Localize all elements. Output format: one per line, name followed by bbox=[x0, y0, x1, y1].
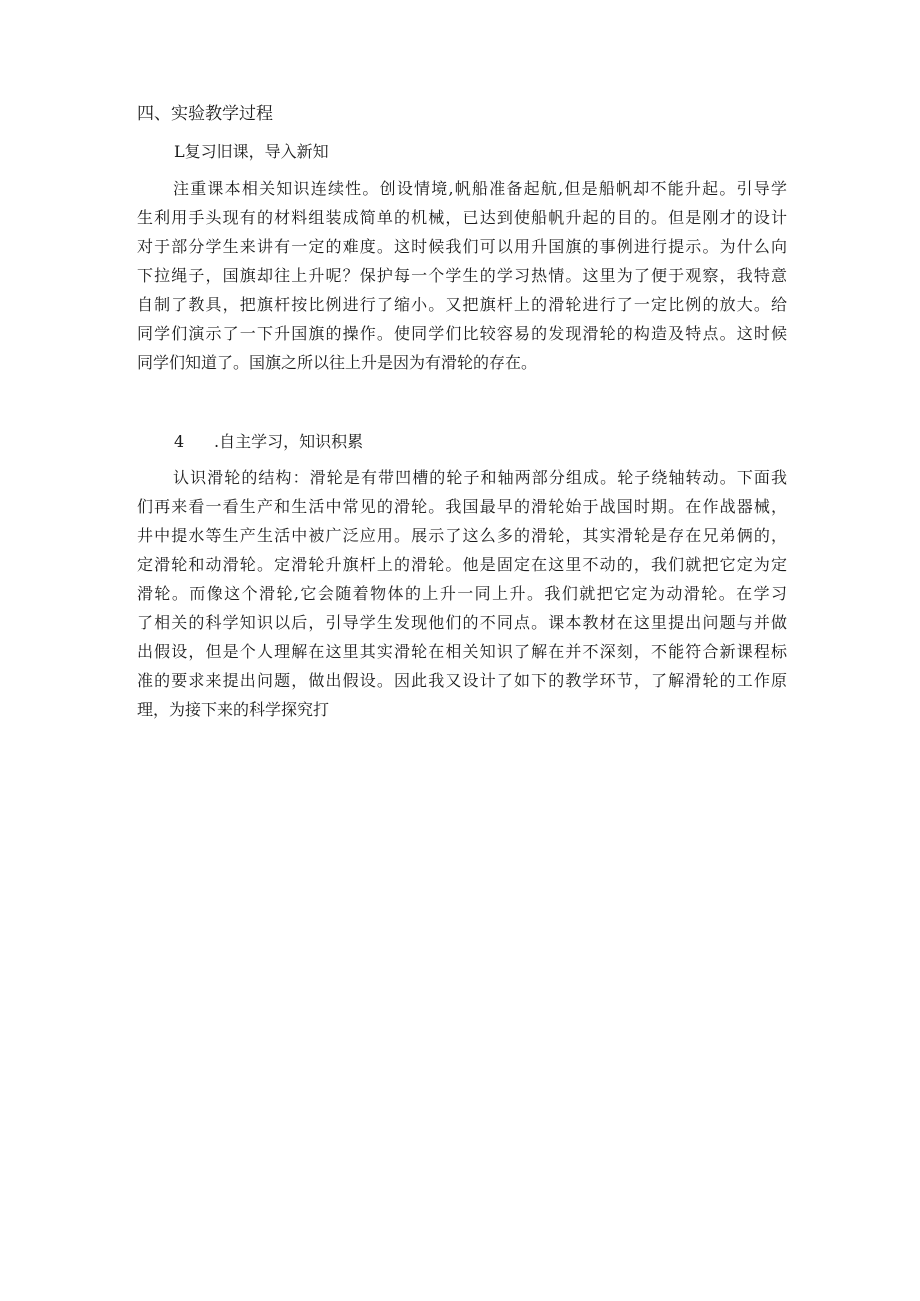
paragraph-line: 认识滑轮的结构：滑轮是有带凹槽的轮子和轴两部分组成。轮子绕轴转动。下面我 bbox=[173, 468, 787, 487]
paragraph-line: 同学们演示了一下升国旗的操作。使同学们比较容易的发现滑轮的构造及特点。这时候 bbox=[137, 324, 787, 343]
paragraph-line: 们再来看一看生产和生活中常见的滑轮。我国最早的滑轮始于战国时期。在作战器械， bbox=[137, 497, 787, 516]
paragraph-line: 了相关的科学知识以后，引导学生发现他们的不同点。课本教材在这里提出问题与并做 bbox=[137, 613, 787, 632]
paragraph-line: 滑轮。而像这个滑轮,它会随着物体的上升一同上升。我们就把它定为动滑轮。在学习 bbox=[137, 584, 787, 603]
subsection-title-self-study bbox=[174, 429, 363, 455]
paragraph-line: 同学们知道了。国旗之所以往上升是因为有滑轮的存在。 bbox=[137, 353, 538, 372]
paragraph-line: 定滑轮和动滑轮。定滑轮升旗杆上的滑轮。他是固定在这里不动的，我们就把它定为定 bbox=[137, 555, 787, 574]
paragraph-line: 下拉绳子，国旗却往上升呢？保护每一个学生的学习热情。这里为了便于观察，我特意 bbox=[137, 266, 787, 285]
paragraph-review bbox=[137, 174, 787, 377]
paragraph-line: 注重课本相关知识连续性。创设情境,帆船准备起航,但是船帆却不能升起。引导学 bbox=[173, 179, 787, 198]
paragraph-self-study bbox=[137, 463, 787, 724]
subsection-title-text: .自主学习，知识积累 bbox=[214, 432, 364, 451]
subsection-number: 4 bbox=[174, 432, 185, 451]
paragraph-line: 准的要求来提出问题，做出假设。因此我又设计了如下的教学环节，了解滑轮的工作原 bbox=[137, 671, 787, 690]
paragraph-line: 对于部分学生来讲有一定的难度。这时候我们可以用升国旗的事例进行提示。为什么向 bbox=[137, 237, 787, 256]
paragraph-line: 自制了教具，把旗杆按比例进行了缩小。又把旗杆上的滑轮进行了一定比例的放大。给 bbox=[137, 295, 787, 314]
paragraph-line: 井中提水等生产生活中被广泛应用。展示了这么多的滑轮，其实滑轮是存在兄弟俩的， bbox=[137, 526, 787, 545]
paragraph-line: 理，为接下来的科学探究打 bbox=[137, 700, 330, 719]
subsection-title-review: L复习旧课，导入新知 bbox=[174, 142, 329, 161]
paragraph-line: 生利用手头现有的材料组装成简单的机械，已达到使船帆升起的目的。但是刚才的设计 bbox=[137, 208, 787, 227]
section-heading: 四、实验教学过程 bbox=[137, 104, 273, 124]
paragraph-line: 出假设，但是个人理解在这里其实滑轮在相关知识了解在并不深刻，不能符合新课程标 bbox=[137, 642, 787, 661]
